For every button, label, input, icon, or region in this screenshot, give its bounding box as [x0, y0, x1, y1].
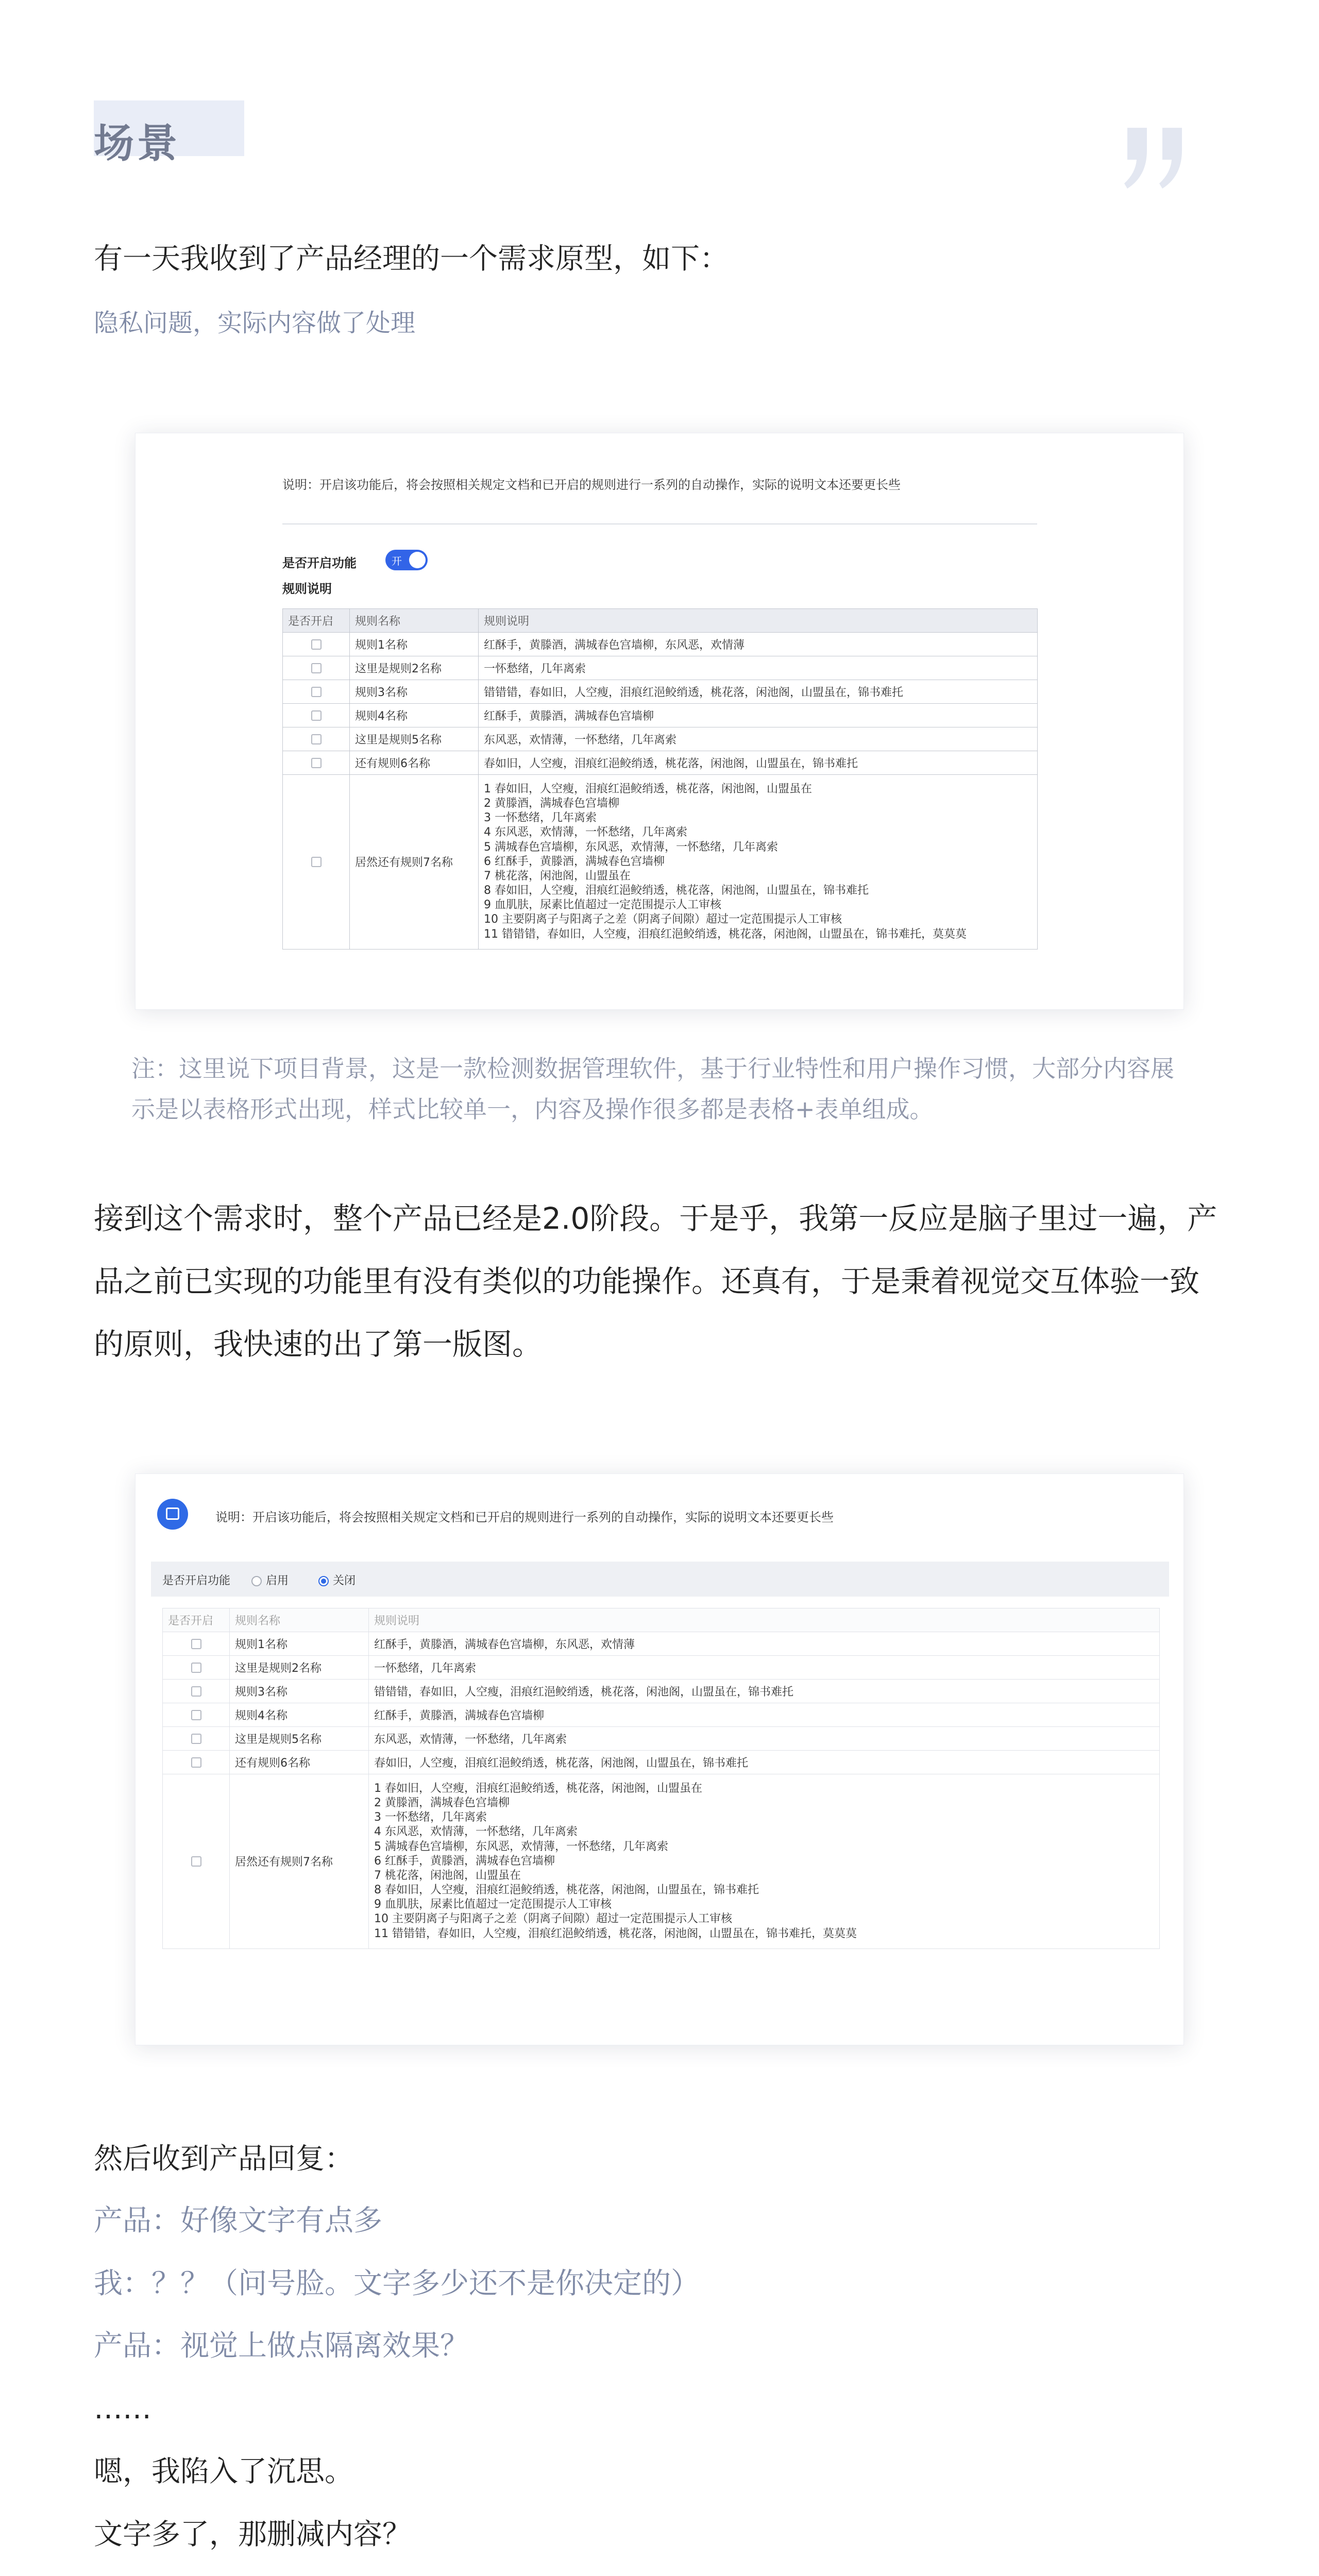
rule-name: 居然还有规则7名称: [230, 1774, 369, 1949]
rule-line: 10 主要阴离子与阳离子之差（阴离子间隙）超过一定范围提示人工审核: [484, 913, 842, 926]
rule-line: 7 桃花落，闲池阁，山盟虽在: [484, 869, 631, 883]
intro-line: 有一天我收到了产品经理的一个需求原型，如下：: [94, 242, 729, 276]
rule-line: 9 血肌肤，尿素比值超过一定范围提示人工审核: [484, 899, 721, 912]
table-header-row: [163, 1608, 1160, 1632]
rule-line: 1 春如旧，人空瘦，泪痕红浥鲛绡透，桃花落，闲池阁，山盟虽在: [374, 1782, 702, 1795]
rule-name: 规则4名称: [350, 704, 479, 727]
row-checkbox[interactable]: [191, 1686, 201, 1697]
row-checkbox[interactable]: [311, 734, 322, 744]
rule-line: 3 一怀愁绪，几年离索: [374, 1811, 487, 1824]
dialog-line: 我：？？（问号脸。文字多少还不是你决定的）: [94, 2267, 700, 2300]
rule-name: 还有规则6名称: [350, 751, 479, 775]
rule-desc: 一怀愁绪，几年离索: [479, 656, 1038, 680]
rule-desc-multiline: [479, 775, 1038, 950]
row-checkbox[interactable]: [311, 639, 322, 650]
rule-line: 11 错错错，春如旧，人空瘦，泪痕红浥鲛绡透，桃花落，闲池阁，山盟虽在，锦书难托，莫莫莫: [374, 1927, 857, 1940]
rule-line: 7 桃花落，闲池阁，山盟虽在: [374, 1869, 521, 1882]
row-checkbox[interactable]: [191, 1663, 201, 1673]
rule-line: 4 东风恶，欢情薄，一怀愁绪，几年离索: [484, 826, 687, 839]
rule-name: 规则4名称: [230, 1703, 369, 1727]
table-row: [163, 1632, 1160, 1656]
table-row: [163, 1727, 1160, 1751]
section-title: 场景: [94, 121, 181, 167]
table-row: [163, 1774, 1160, 1949]
mock-description: 说明：开启该功能后，将会按照相关规定文档和已开启的规则进行一系列的自动操作，实际的说明文本还要更长些: [282, 478, 901, 492]
row-checkbox[interactable]: [191, 1757, 201, 1768]
rule-line: 4 东风恶，欢情薄，一怀愁绪，几年离索: [374, 1825, 578, 1839]
table-row: [283, 704, 1038, 727]
radio-selected-icon: [318, 1576, 329, 1586]
background-note: 注：这里说下项目背景，这是一款检测数据管理软件，基于行业特性和用户操作习惯，大部分内容展示是以表格形式出现，样式比较单一，内容及操作很多都是表格+表单组成。: [131, 1055, 1174, 1124]
table-row: [163, 1656, 1160, 1680]
privacy-note: 隐私问题，实际内容做了处理: [94, 309, 416, 337]
header-rule-desc: 规则说明: [369, 1608, 1160, 1632]
rule-name: 居然还有规则7名称: [350, 775, 479, 950]
rule-desc: 红酥手，黄滕酒，满城春色宫墙柳: [369, 1703, 1160, 1727]
dialog-line: 产品：好像文字有点多: [94, 2204, 382, 2238]
row-checkbox[interactable]: [311, 710, 322, 721]
row-checkbox[interactable]: [311, 758, 322, 768]
rule-line: 2 黄滕酒，满城春色宫墙柳: [484, 797, 619, 810]
rules-table: [282, 608, 1038, 950]
rule-name: 这里是规则2名称: [230, 1656, 369, 1680]
paragraph: 接到这个需求时，整个产品已经是2.0阶段。于是乎，我第一反应是脑子里过一遍，产品之前已实现的功能里有没有类似的功能操作。还真有，于是秉着视觉交互体验一致的原则，我快速的出了第一版图。: [94, 1201, 1217, 1362]
enable-label: 是否开启功能: [162, 1574, 231, 1587]
rule-line: 1 春如旧，人空瘦，泪痕红浥鲛绡透，桃花落，闲池阁，山盟虽在: [484, 783, 812, 795]
rule-desc: 错错错，春如旧，人空瘦，泪痕红浥鲛绡透，桃花落，闲池阁，山盟虽在，锦书难托: [369, 1680, 1160, 1703]
radio-option-disable[interactable]: [318, 1572, 356, 1588]
rule-line: 10 主要阴离子与阳离子之差（阴离子间隙）超过一定范围提示人工审核: [374, 1912, 732, 1926]
table-row: [283, 633, 1038, 656]
mock-description: 说明：开启该功能后，将会按照相关规定文档和已开启的规则进行一系列的自动操作，实际的说明文本还要更长些: [215, 1510, 834, 1524]
row-checkbox[interactable]: [311, 857, 322, 867]
table-row: [163, 1680, 1160, 1703]
toggle-knob: [409, 552, 426, 568]
rule-line: 3 一怀愁绪，几年离索: [484, 811, 597, 825]
rule-desc: 一怀愁绪，几年离索: [369, 1656, 1160, 1680]
header-rule-name: 规则名称: [350, 609, 479, 633]
rule-line: 9 血肌肤，尿素比值超过一定范围提示人工审核: [374, 1898, 612, 1911]
rule-line: 11 错错错，春如旧，人空瘦，泪痕红浥鲛绡透，桃花落，闲池阁，山盟虽在，锦书难托，莫莫莫: [484, 927, 967, 941]
radio-option-enable[interactable]: [251, 1572, 289, 1588]
dialog-line: 文字多了，那删减内容？: [94, 2518, 411, 2551]
rules-table: [162, 1608, 1160, 1949]
rule-name: 规则1名称: [350, 633, 479, 656]
rule-line: 6 红酥手，黄滕酒，满城春色宫墙柳: [484, 855, 665, 868]
row-checkbox[interactable]: [311, 687, 322, 697]
rule-name: 规则3名称: [350, 680, 479, 704]
rule-desc: 东风恶，欢情薄，一怀愁绪，几年离索: [479, 727, 1038, 751]
rule-line: 8 春如旧，人空瘦，泪痕红浥鲛绡透，桃花落，闲池阁，山盟虽在，锦书难托: [484, 884, 869, 897]
table-row: [163, 1751, 1160, 1774]
row-checkbox[interactable]: [191, 1734, 201, 1744]
rule-desc: 红酥手，黄滕酒，满城春色宫墙柳，东风恶，欢情薄: [479, 633, 1038, 656]
table-row: [283, 775, 1038, 950]
rule-desc: 红酥手，黄滕酒，满城春色宫墙柳，东风恶，欢情薄: [369, 1632, 1160, 1656]
rule-desc: 春如旧，人空瘦，泪痕红浥鲛绡透，桃花落，闲池阁，山盟虽在，锦书难托: [369, 1751, 1160, 1774]
enable-toggle[interactable]: [385, 550, 428, 570]
notice-icon: [157, 1499, 188, 1530]
rule-name: 还有规则6名称: [230, 1751, 369, 1774]
rule-desc: 红酥手，黄滕酒，满城春色宫墙柳: [479, 704, 1038, 727]
table-row: [283, 680, 1038, 704]
table-row: [283, 727, 1038, 751]
dialog-lead: 然后收到产品回复：: [94, 2142, 353, 2176]
rule-line: 5 满城春色宫墙柳，东风恶，欢情薄，一怀愁绪，几年离索: [374, 1840, 668, 1853]
divider: [282, 523, 1037, 524]
rule-name: 规则1名称: [230, 1632, 369, 1656]
header-enabled: 是否开启: [163, 1608, 230, 1632]
toggle-text: 开: [392, 555, 402, 567]
rule-line: 5 满城春色宫墙柳，东风恶，欢情薄，一怀愁绪，几年离索: [484, 840, 778, 854]
dialog-line: 产品：视觉上做点隔离效果？: [94, 2329, 469, 2363]
header-enabled: 是否开启: [283, 609, 350, 633]
rule-line: 8 春如旧，人空瘦，泪痕红浥鲛绡透，桃花落，闲池阁，山盟虽在，锦书难托: [374, 1884, 759, 1897]
rule-desc: 东风恶，欢情薄，一怀愁绪，几年离索: [369, 1727, 1160, 1751]
rule-name: 这里是规则5名称: [350, 727, 479, 751]
rule-name: 规则3名称: [230, 1680, 369, 1703]
rule-desc: 春如旧，人空瘦，泪痕红浥鲛绡透，桃花落，闲池阁，山盟虽在，锦书难托: [479, 751, 1038, 775]
quote-mark-icon: [1122, 123, 1194, 195]
rule-line: 2 黄滕酒，满城春色宫墙柳: [374, 1797, 510, 1810]
header-rule-name: 规则名称: [230, 1608, 369, 1632]
rule-desc: 错错错，春如旧，人空瘦，泪痕红浥鲛绡透，桃花落，闲池阁，山盟虽在，锦书难托: [479, 680, 1038, 704]
rules-label: 规则说明: [282, 582, 332, 596]
radio-label: 启用: [266, 1574, 289, 1587]
rule-name: 这里是规则2名称: [350, 656, 479, 680]
row-checkbox[interactable]: [191, 1639, 201, 1649]
radio-icon: [251, 1576, 262, 1586]
row-checkbox[interactable]: [311, 663, 322, 673]
row-checkbox[interactable]: [191, 1710, 201, 1720]
enable-bar: [151, 1562, 1169, 1597]
prototype-card: [135, 433, 1184, 1010]
table-row: [283, 656, 1038, 680]
row-checkbox[interactable]: [191, 1856, 201, 1867]
table-row: [163, 1703, 1160, 1727]
table-header-row: [283, 609, 1038, 633]
table-row: [283, 751, 1038, 775]
radio-label: 关闭: [333, 1574, 356, 1587]
rule-desc-multiline: [369, 1774, 1160, 1949]
rule-line: 6 红酥手，黄滕酒，满城春色宫墙柳: [374, 1854, 555, 1868]
first-draft-card: [135, 1473, 1184, 2045]
dialog-line: ……: [94, 2392, 151, 2426]
enable-label: 是否开启功能: [282, 556, 357, 570]
dialog-line: 嗯，我陷入了沉思。: [94, 2455, 353, 2488]
rule-name: 这里是规则5名称: [230, 1727, 369, 1751]
header-rule-desc: 规则说明: [479, 609, 1038, 633]
